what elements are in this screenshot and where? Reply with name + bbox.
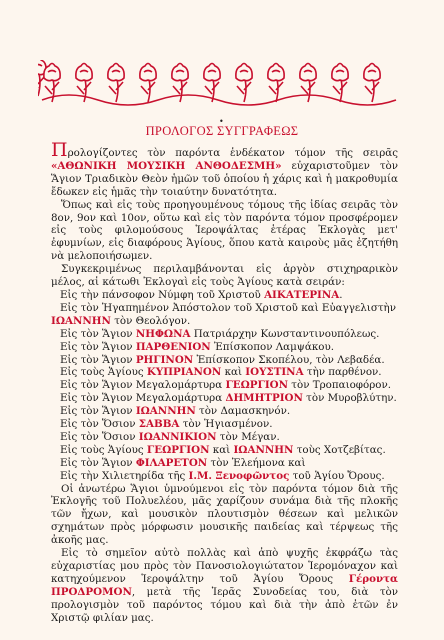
list-item: Εἰς τὴν πάνσοφον Νύμφη τοῦ Χριστοῦ ΑΙΚΑΤΕΡΙΝΑ. xyxy=(60,288,343,301)
paragraph-2: Ὅπως καὶ εἰς τοὺς προηγουμένους τόμους τῆς ἰδίας σειρᾶς τὸν 8ον, 9ον καὶ 10ον, οὕτω καὶ εἰς τὸν παρόντα τόμον προσφέρομεν εἰς τοὺς φιλομούσους Ἱεροψάλτας ἑτέρας Ἐκλογὰς μετ' ἐφυμνίων, εἰς διαφόρους Ἁγίους, ὅπου κατὰ καιροὺς μᾶς ἐζητήθη νὰ μελοποιήσωμεν. xyxy=(51,198,398,263)
list-item: Εἰς τὸν Ὅσιον ΣΑΒΒΑ τὸν Ἡγιασμένον. xyxy=(60,418,273,431)
list-item: Εἰς τὸν Ἅγιον ΡΗΓΙΝΟΝ Ἐπίσκοπον Σκοπέλου, τὸν Λεβαδέα. xyxy=(60,353,385,366)
separator-dot: • xyxy=(219,117,224,126)
flower-ornament-icon xyxy=(38,60,400,106)
list-item: Εἰς τὸν Ἅγιον ΙΩΑΝΝΗΝ τὸν Δαμασκηνόν. xyxy=(60,405,291,418)
list-item: Εἰς τὸν Ἅγιον ΝΗΦΩΝΑ Πατριάρχην Κωνσταντινουπόλεως. xyxy=(60,327,380,340)
elder-name: Γέροντα ΠΡΟΔΡΟΜΟΝ xyxy=(51,572,398,598)
list-item: Εἰς τὸν Ἅγιον Μεγαλομάρτυρα ΔΗΜΗΤΡΙΟΝ τὸν Μυροβλύτην. xyxy=(60,392,397,405)
list-item: Εἰς τὴν Χιλιετηρίδα τῆς Ι.Μ. Ξενοφῶντος τοῦ Ἁγίου Ὄρους. xyxy=(60,469,385,482)
list-item: Εἰς τὸν Ἅγιον ΦΙΛΑΡΕΤΟΝ τὸν Ἐλεήμονα καὶ xyxy=(60,456,306,469)
list-item: Εἰς τοὺς Ἁγίους ΚΥΠΡΙΑΝΟΝ καὶ ΙΟΥΣΤΙΝΑ τὴν παρθένον. xyxy=(60,366,382,379)
preface-body xyxy=(51,139,398,625)
drop-cap: Π xyxy=(51,139,68,161)
list-item: Εἰς τὸν Ἅγιον Μεγαλομάρτυρα ΓΕΩΡΓΙΟΝ τὸν Τροπαιοφόρον. xyxy=(60,379,392,392)
saints-list xyxy=(51,289,398,483)
paragraph-5: Εἰς τὸ σημεῖον αὐτὸ πολλὰς καὶ ἀπὸ ψυχῆς ἐκφράζω τὰς εὐχαριστίας μου πρὸς τὸν Πανοσιολογιώτατον Ἱερομόναχον καὶ κατηχούμενον Ἱεροψάλτην τοῦ Ἁγίου Ὄρους Γέροντα ΠΡΟΔΡΟΜΟΝ, μετὰ τῆς Ἱερᾶς Συνοδείας του, διὰ τὸν προλογισμὸν τοῦ παρόντος τόμου καὶ διὰ τὴν ἀπὸ ἐτῶν ἐν Χριστῷ φιλίαν μας. xyxy=(51,547,398,624)
page-title: ΠΡΟΛΟΓΟΣ ΣΥΓΓΡΑΦΕΩΣ xyxy=(145,124,299,138)
list-item: Εἰς τὸν Ἡγαπημένον Ἀπόστολον τοῦ Χριστοῦ καὶ Εὐαγγελιστὴν xyxy=(60,301,396,314)
paragraph-4: Οἱ ἀνωτέρω Ἅγιοι ὑμνούμενοι εἰς τὸν παρόντα τόμον διὰ τῆς Ἐκλογῆς τοῦ Πολυελέου, μᾶς χαρίζουν συνάμα διὰ τῆς πλοκῆς τῶν ἤχων, καὶ μουσικὸν πλουτισμὸν θέσεων καὶ μελικῶν σχημάτων πρὸς μόρφωσιν μουσικῆς παιδείας καὶ τέρψεως τῆς ἀκοῆς μας. xyxy=(51,482,398,547)
list-item: Εἰς τὸν Ἅγιον ΠΑΡΘΕΝΙΟΝ Ἐπίσκοπον Λαμψάκου. xyxy=(60,340,335,353)
list-item: Εἰς τοὺς Ἁγίους ΓΕΩΡΓΙΟΝ καὶ ΙΩΑΝΝΗΝ τοὺς Χοτζεβίτας. xyxy=(60,443,386,456)
paragraph-3: Συγκεκριμένως περιλαμβάνονται εἰς ἀργὸν στιχηραρικὸν μέλος, αἱ κάτωθι Ἐκλογαὶ εἰς τοὺς Ἁγίους κατὰ σειράν: xyxy=(51,263,398,289)
intro-paragraph: Προλογίζοντες τὸν παρόντα ἑνδέκατον τόμον τῆς σειρᾶς «ΑΘΩΝΙΚΗ ΜΟΥΣΙΚΗ ΑΝΘΟΔΕΣΜΗ» εὐχαριστοῦμεν τὸν Ἅγιον Τριαδικὸν Θεὸν ἡμῶν τοῦ ὁποίου ἡ χάρις καὶ ἡ μακροθυμία ἔδωκεν εἰς ἡμᾶς τὴν τοιαύτην δυνατότητα. xyxy=(51,139,398,198)
series-name: «ΑΘΩΝΙΚΗ ΜΟΥΣΙΚΗ ΑΝΘΟΔΕΣΜΗ» xyxy=(51,159,282,172)
list-item: ΙΩΑΝΝΗΝ τὸν Θεολόγον. xyxy=(51,314,191,327)
list-item: Εἰς τὸν Ὅσιον ΙΩΑΝΝΙΚΙΟΝ τὸν Μέγαν. xyxy=(60,430,280,443)
